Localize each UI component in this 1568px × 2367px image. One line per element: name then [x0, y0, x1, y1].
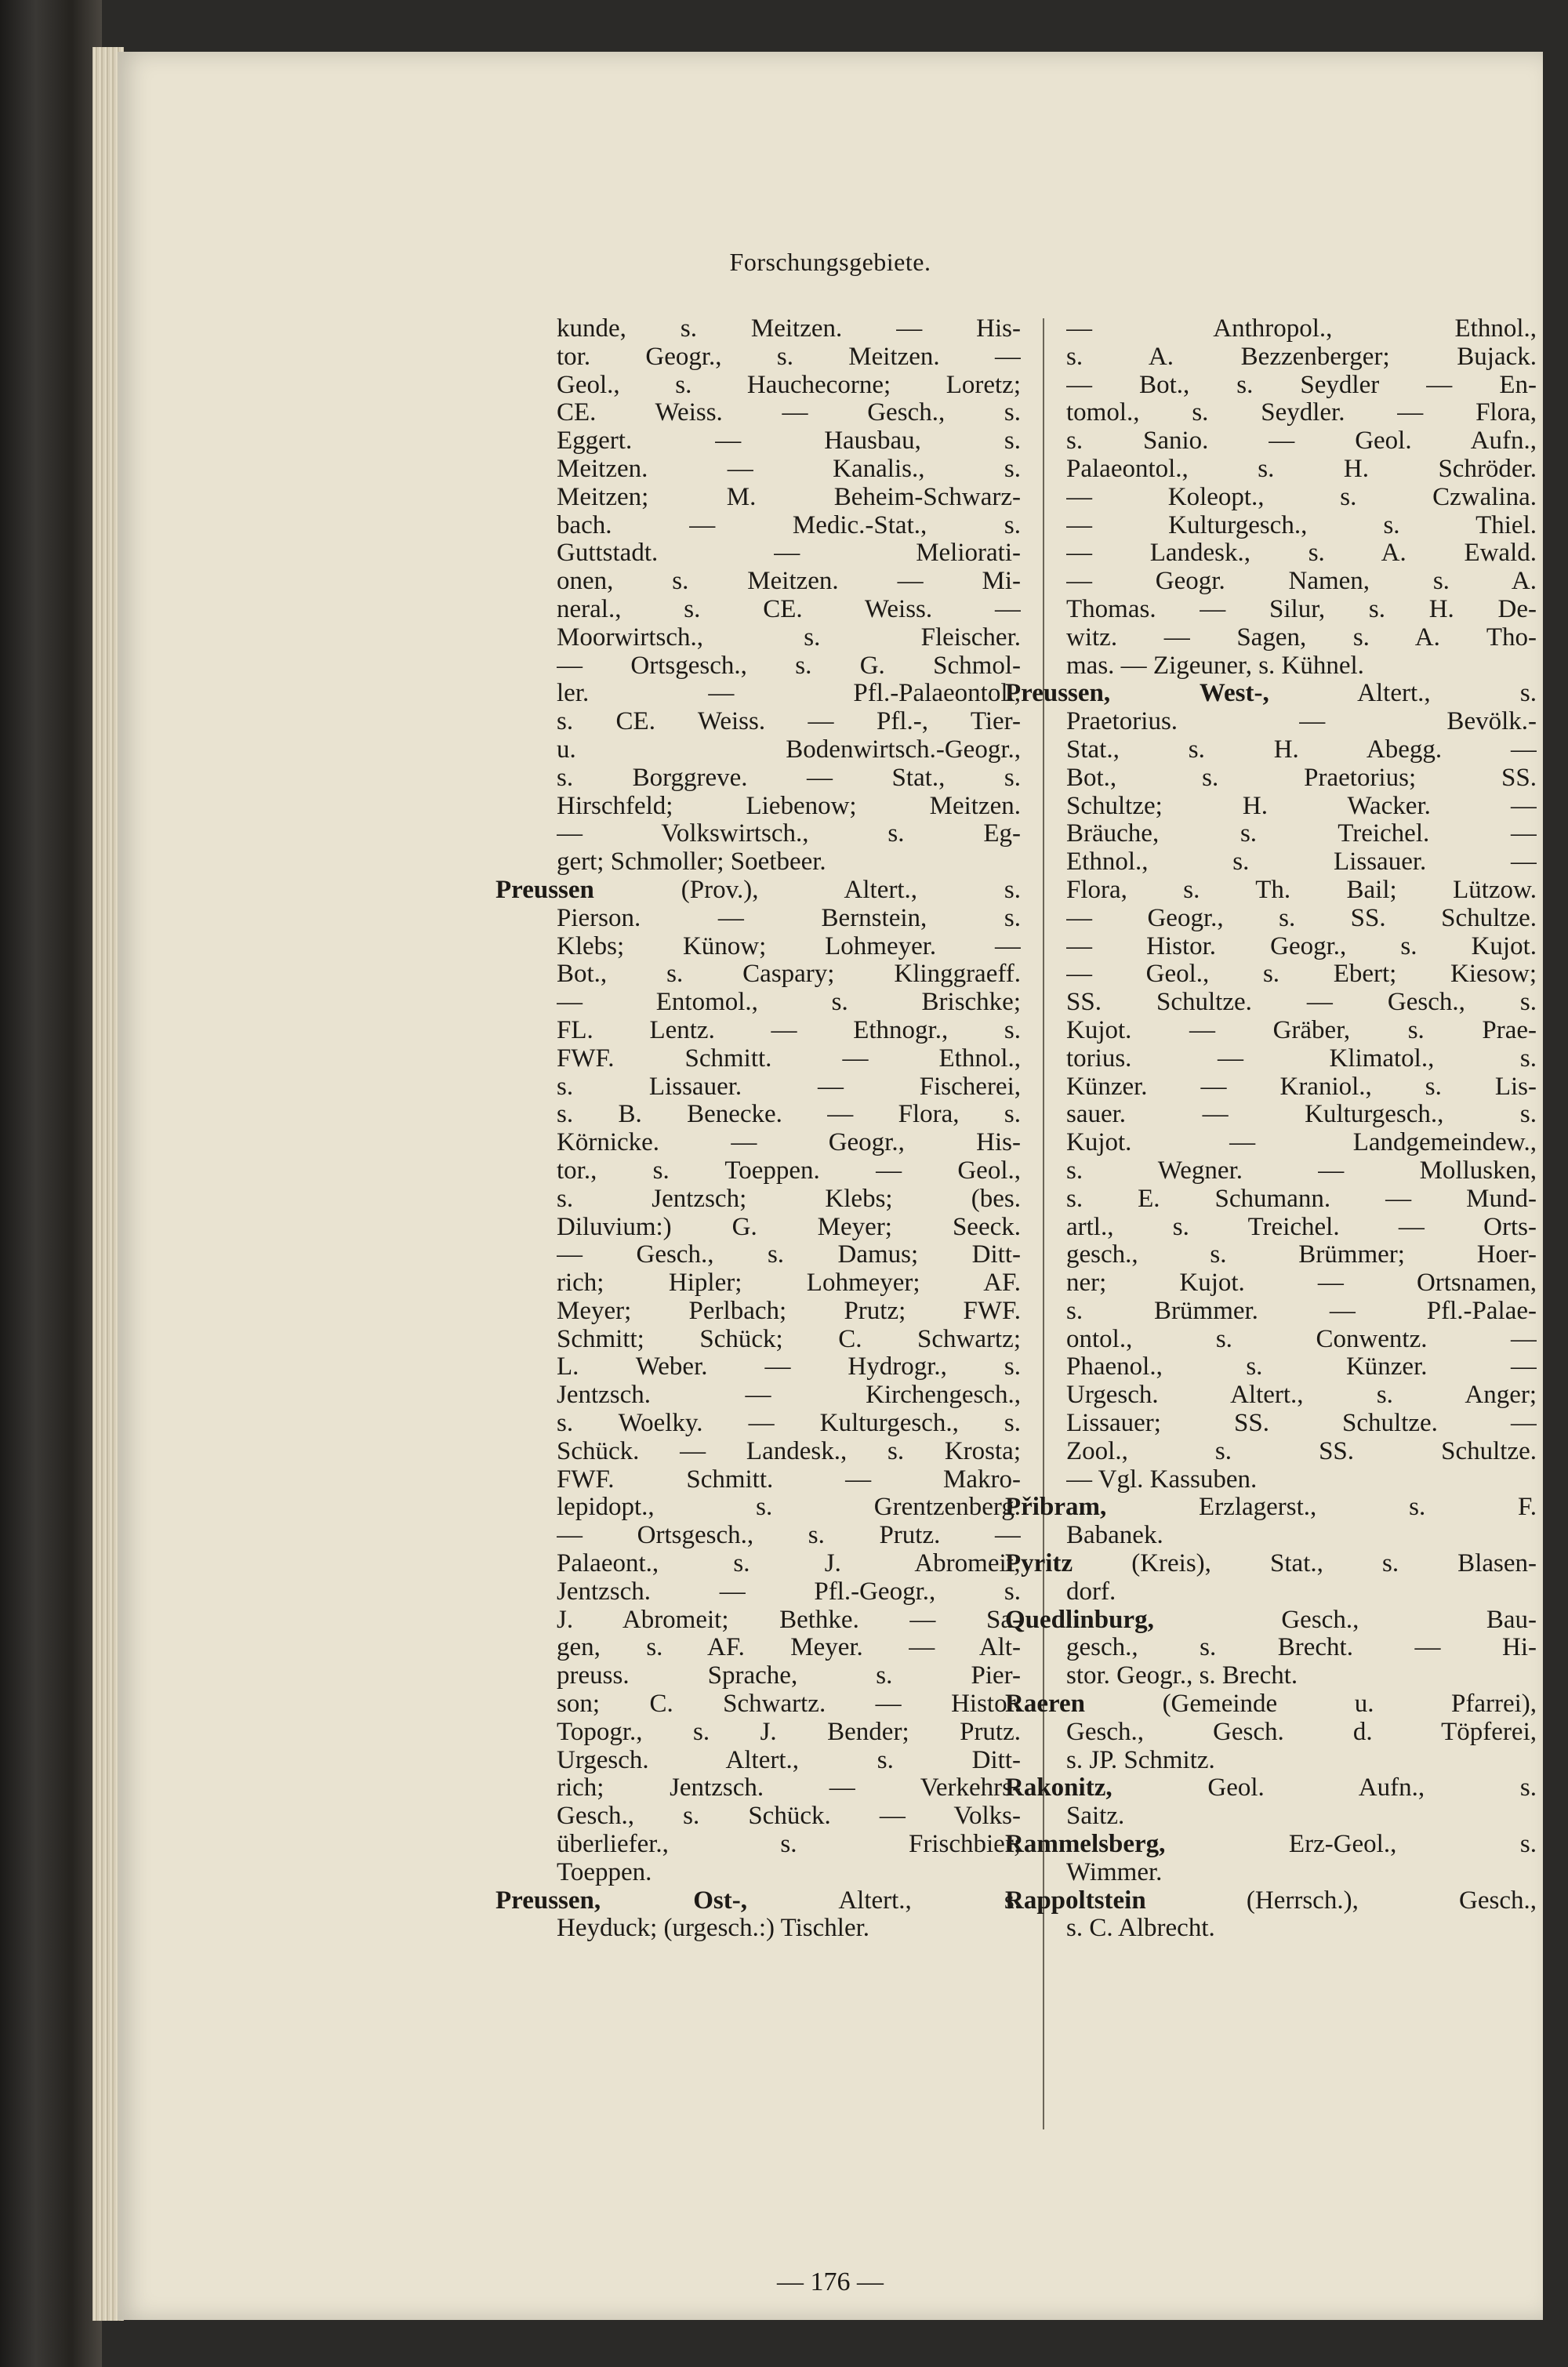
entry-text: Schück. — Landesk., s. Krosta;	[557, 1437, 1021, 1465]
index-line	[557, 680, 1021, 708]
entry-text: Meyer; Perlbach; Prutz; FWF.	[557, 1297, 1021, 1325]
index-entry-heading-line	[1005, 1887, 1537, 1915]
index-line	[1066, 1101, 1537, 1129]
entry-text: torius. — Klimatol., s.	[1066, 1044, 1537, 1073]
index-line	[557, 1353, 1021, 1381]
entry-text: (Prov.), Altert., s.	[593, 876, 1021, 904]
entry-text: gesch., s. Brümmer; Hoer-	[1066, 1241, 1537, 1269]
entry-headword: Pyritz	[1005, 1550, 1073, 1578]
entry-text: Pierson. — Bernstein, s.	[557, 904, 1021, 932]
index-line	[557, 1662, 1021, 1690]
entry-text: — Volkswirtsch., s. Eg-	[557, 820, 1021, 848]
index-line	[1066, 1214, 1537, 1242]
entry-text: Altert., s.	[1269, 680, 1537, 708]
entry-headword: Raeren	[1005, 1690, 1086, 1719]
entry-text: sauer. — Kulturgesch., s.	[1066, 1101, 1537, 1129]
entry-text: Erz-Geol., s.	[1165, 1831, 1537, 1859]
entry-text: L. Weber. — Hydrogr., s.	[557, 1353, 1021, 1381]
index-line	[557, 1269, 1021, 1298]
index-line	[557, 764, 1021, 793]
entry-text: tor., s. Toeppen. — Geol.,	[557, 1156, 1021, 1185]
entry-text: s. CE. Weiss. — Pfl.-, Tier-	[557, 708, 1021, 736]
index-line	[557, 1129, 1021, 1157]
entry-text: — Bot., s. Seydler — En-	[1066, 371, 1537, 399]
entry-text: s. Lissauer. — Fischerei,	[557, 1073, 1021, 1101]
entry-text: mas. — Zigeuner, s. Kühnel.	[1066, 652, 1364, 680]
entry-text: s. A. Bezzenberger; Bujack.	[1066, 343, 1537, 371]
entry-text: artl., s. Treichel. — Orts-	[1066, 1213, 1537, 1241]
entry-text: Wimmer.	[1066, 1858, 1163, 1886]
entry-text: (Herrsch.), Gesch.,	[1145, 1886, 1537, 1915]
entry-text: FWF. Schmitt. — Makro-	[557, 1465, 1021, 1494]
entry-text: Künzer. — Kraniol., s. Lis-	[1066, 1073, 1537, 1101]
index-line	[557, 456, 1021, 484]
entry-text: — Ortsgesch., s. Prutz. —	[557, 1522, 1021, 1550]
index-line	[557, 1017, 1021, 1045]
entry-text: Jentzsch. — Kirchengesch.,	[557, 1381, 1021, 1410]
index-line	[1066, 877, 1537, 905]
entry-text: Hirschfeld; Liebenow; Meitzen.	[557, 792, 1021, 820]
index-line	[1066, 989, 1537, 1017]
entry-text: witz. — Sagen, s. A. Tho-	[1066, 623, 1537, 652]
index-line	[557, 1719, 1021, 1747]
entry-text: s. Brümmer. — Pfl.-Palae-	[1066, 1297, 1537, 1325]
entry-text: Guttstadt. — Meliorati-	[557, 539, 1021, 568]
entry-headword: Preussen	[495, 876, 594, 904]
entry-text: Meitzen. — Kanalis., s.	[557, 455, 1021, 483]
entry-headword: Preussen, Ost-,	[495, 1886, 748, 1915]
entry-text: onen, s. Meitzen. — Mi-	[557, 568, 1021, 596]
entry-text: Kujot. — Gräber, s. Prae-	[1066, 1016, 1537, 1044]
index-line	[557, 989, 1021, 1017]
index-line	[557, 315, 1021, 343]
entry-text: CE. Weiss. — Gesch., s.	[557, 399, 1021, 427]
entry-text: — Koleopt., s. Czwalina.	[1066, 483, 1537, 511]
index-entry-heading-line	[1005, 1831, 1537, 1859]
entry-headword: Quedlinburg,	[1005, 1606, 1154, 1634]
index-line	[557, 905, 1021, 933]
entry-headword: Rammelsberg,	[1005, 1831, 1166, 1859]
index-line	[1066, 568, 1537, 596]
index-line	[1066, 1466, 1537, 1494]
entry-text: Ethnol., s. Lissauer. —	[1066, 848, 1537, 877]
index-line	[557, 1747, 1021, 1775]
right-column	[1005, 315, 1537, 1943]
index-line	[1066, 484, 1537, 512]
index-line	[557, 399, 1021, 427]
index-line	[1066, 1326, 1537, 1354]
index-line	[1066, 1634, 1537, 1662]
index-line	[1066, 372, 1537, 400]
entry-text: gesch., s. Brecht. — Hi-	[1066, 1634, 1537, 1662]
entry-text: Körnicke. — Geogr., His-	[557, 1129, 1021, 1157]
index-line	[557, 848, 1021, 877]
entry-text: Bräuche, s. Treichel. —	[1066, 820, 1537, 848]
index-line	[557, 960, 1021, 989]
entry-text: bach. — Medic.-Stat., s.	[557, 511, 1021, 539]
index-line	[1066, 399, 1537, 427]
index-line	[557, 736, 1021, 764]
entry-text: Praetorius. — Bevölk.-	[1066, 708, 1537, 736]
entry-text: Stat., s. H. Abegg. —	[1066, 735, 1537, 764]
index-line	[557, 1466, 1021, 1494]
entry-text: Zool., s. SS. Schultze.	[1066, 1437, 1537, 1465]
entry-text: — Kulturgesch., s. Thiel.	[1066, 511, 1537, 539]
book-binding	[0, 0, 102, 2367]
index-line	[1066, 1017, 1537, 1045]
index-line	[557, 1522, 1021, 1550]
entry-text: J. Abromeit; Bethke. — Sa-	[557, 1606, 1021, 1634]
index-entry-heading-line	[1005, 1494, 1537, 1522]
entry-text: Meitzen; M. Beheim-Schwarz-	[557, 483, 1021, 511]
entry-text: Erzlagerst., s. F.	[1106, 1494, 1537, 1522]
entry-text: FL. Lentz. — Ethnogr., s.	[557, 1016, 1021, 1044]
index-line	[1066, 1045, 1537, 1073]
index-line	[557, 1381, 1021, 1410]
entry-text: stor. Geogr., s. Brecht.	[1066, 1662, 1298, 1690]
index-line	[557, 1438, 1021, 1466]
index-line	[557, 1634, 1021, 1662]
entry-text: Moorwirtsch., s. Fleischer.	[557, 623, 1021, 652]
book-page	[118, 52, 1543, 2320]
entry-text: FWF. Schmitt. — Ethnol.,	[557, 1044, 1021, 1073]
index-line	[557, 1241, 1021, 1269]
index-line	[557, 1578, 1021, 1606]
entry-text: dorf.	[1066, 1577, 1116, 1606]
entry-text: s. JP. Schmitz.	[1066, 1746, 1215, 1774]
index-line	[557, 512, 1021, 540]
index-line	[1066, 848, 1537, 877]
index-line	[1066, 1522, 1537, 1550]
entry-text: tomol., s. Seydler. — Flora,	[1066, 399, 1537, 427]
entry-text: s. Borggreve. — Stat., s.	[557, 764, 1021, 792]
index-line	[1066, 1859, 1537, 1887]
entry-text: — Geogr., s. SS. Schultze.	[1066, 904, 1537, 932]
entry-text: Jentzsch. — Pfl.-Geogr., s.	[557, 1577, 1021, 1606]
entry-text: Gesch., Gesch. d. Töpferei,	[1066, 1718, 1537, 1746]
index-line	[557, 1494, 1021, 1522]
entry-text: Thomas. — Silur, s. H. De-	[1066, 595, 1537, 623]
index-line	[1066, 512, 1537, 540]
index-line	[557, 484, 1021, 512]
index-line	[1066, 1298, 1537, 1326]
index-line	[557, 1550, 1021, 1578]
index-line	[557, 1859, 1021, 1887]
left-column	[495, 315, 1021, 1943]
entry-text: — Anthropol., Ethnol.,	[1066, 315, 1537, 343]
index-line	[1066, 427, 1537, 456]
index-entry-heading-line	[1005, 1774, 1537, 1802]
index-line	[1066, 1438, 1537, 1466]
entry-text: tor. Geogr., s. Meitzen. —	[557, 343, 1021, 371]
entry-text: Schmitt; Schück; C. Schwartz;	[557, 1325, 1021, 1353]
index-line	[1066, 960, 1537, 989]
entry-text: Saitz.	[1066, 1802, 1125, 1831]
index-line	[557, 1157, 1021, 1185]
index-line	[557, 1606, 1021, 1635]
page-number: — 176 —	[777, 2267, 884, 2296]
index-entry-heading-line	[1005, 680, 1537, 708]
entry-text: — Vgl. Kassuben.	[1066, 1465, 1258, 1494]
entry-text: — Landesk., s. A. Ewald.	[1066, 539, 1537, 568]
index-line	[557, 427, 1021, 456]
entry-headword: Přibram,	[1005, 1494, 1107, 1522]
index-line	[1066, 456, 1537, 484]
entry-text: s. Woelky. — Kulturgesch., s.	[557, 1410, 1021, 1438]
index-line	[557, 1915, 1021, 1943]
index-line	[1066, 933, 1537, 961]
entry-text: Kujot. — Landgemeindew.,	[1066, 1129, 1537, 1157]
index-line	[557, 1802, 1021, 1831]
index-line	[1066, 793, 1537, 821]
entry-text: Klebs; Künow; Lohmeyer. —	[557, 932, 1021, 960]
entry-text: — Gesch., s. Damus; Ditt-	[557, 1241, 1021, 1269]
index-line	[1066, 1719, 1537, 1747]
entry-text: ontol., s. Conwentz. —	[1066, 1325, 1537, 1353]
entry-text: rich; Hipler; Lohmeyer; AF.	[557, 1269, 1021, 1298]
entry-text: (Gemeinde u. Pfarrei),	[1085, 1690, 1537, 1719]
entry-text: überliefer., s. Frischbier;	[557, 1831, 1021, 1859]
index-line	[557, 652, 1021, 681]
entry-text: rich; Jentzsch. — Verkehrs-	[557, 1774, 1021, 1802]
entry-text: Urgesch. Altert., s. Ditt-	[557, 1746, 1021, 1774]
index-line	[557, 708, 1021, 736]
entry-text: Geol. Aufn., s.	[1112, 1774, 1537, 1802]
index-line	[1066, 708, 1537, 736]
entry-text: son; C. Schwartz. — Histor.	[557, 1690, 1021, 1719]
index-line	[1066, 1915, 1537, 1943]
index-entry-heading-line	[1005, 1690, 1537, 1719]
entry-text: Bot., s. Praetorius; SS.	[1066, 764, 1537, 792]
index-line	[557, 1410, 1021, 1438]
entry-text: kunde, s. Meitzen. — His-	[557, 315, 1021, 343]
entry-text: Heyduck; (urgesch.:) Tischler.	[557, 1915, 870, 1943]
index-line	[1066, 1353, 1537, 1381]
entry-text: Flora, s. Th. Bail; Lützow.	[1066, 876, 1537, 904]
entry-text: Lissauer; SS. Schultze. —	[1066, 1410, 1537, 1438]
index-line	[1066, 1578, 1537, 1606]
entry-text: s. E. Schumann. — Mund-	[1066, 1185, 1537, 1213]
index-entry-heading-line	[495, 1887, 1021, 1915]
index-line	[557, 933, 1021, 961]
entry-text: u. Bodenwirtsch.-Geogr.,	[557, 735, 1021, 764]
index-line	[1066, 1662, 1537, 1690]
index-line	[1066, 596, 1537, 624]
entry-text: gert; Schmoller; Soetbeer.	[557, 848, 826, 877]
entry-text: — Histor. Geogr., s. Kujot.	[1066, 932, 1537, 960]
entry-text: ner; Kujot. — Ortsnamen,	[1066, 1269, 1537, 1298]
entry-text: neral., s. CE. Weiss. —	[557, 595, 1021, 623]
index-line	[1066, 1747, 1537, 1775]
index-line	[1066, 820, 1537, 848]
index-line	[1066, 1802, 1537, 1831]
index-line	[557, 539, 1021, 568]
entry-text: gen, s. AF. Meyer. — Alt-	[557, 1634, 1021, 1662]
entry-text: s. C. Albrecht.	[1066, 1915, 1215, 1943]
entry-headword: Rappoltstein	[1005, 1886, 1146, 1915]
index-line	[557, 596, 1021, 624]
index-line	[1066, 905, 1537, 933]
index-line	[557, 1185, 1021, 1214]
index-line	[1066, 1129, 1537, 1157]
entry-text: — Geogr. Namen, s. A.	[1066, 568, 1537, 596]
index-line	[1066, 1381, 1537, 1410]
index-line	[1066, 1410, 1537, 1438]
index-entry-heading-line	[1005, 1550, 1537, 1578]
entry-text: s. Wegner. — Mollusken,	[1066, 1156, 1537, 1185]
index-line	[1066, 764, 1537, 793]
entry-text: preuss. Sprache, s. Pier-	[557, 1662, 1021, 1690]
index-line	[557, 343, 1021, 372]
entry-text: Topogr., s. J. Bender; Prutz.	[557, 1718, 1021, 1746]
index-line	[1066, 1185, 1537, 1214]
entry-text: Altert., s.	[747, 1886, 1021, 1915]
index-line	[1066, 343, 1537, 372]
entry-text: Diluvium:) G. Meyer; Seeck.	[557, 1213, 1021, 1241]
index-line	[557, 1101, 1021, 1129]
entry-text: s. Jentzsch; Klebs; (bes.	[557, 1185, 1021, 1213]
entry-headword: Rakonitz,	[1005, 1774, 1112, 1802]
entry-text: Palaeont., s. J. Abromeit;	[557, 1550, 1021, 1578]
index-line	[557, 1831, 1021, 1859]
entry-text: Toeppen.	[557, 1858, 652, 1886]
entry-text: Bot., s. Caspary; Klinggraeff.	[557, 960, 1021, 989]
index-line	[557, 568, 1021, 596]
index-line	[557, 1774, 1021, 1802]
index-line	[1066, 1157, 1537, 1185]
index-line	[557, 793, 1021, 821]
entry-text: s. B. Benecke. — Flora, s.	[557, 1101, 1021, 1129]
index-line	[557, 1214, 1021, 1242]
entry-text: Schultze; H. Wacker. —	[1066, 792, 1537, 820]
index-entry-heading-line	[1005, 1606, 1537, 1635]
index-line	[1066, 1269, 1537, 1298]
entry-text: — Entomol., s. Brischke;	[557, 989, 1021, 1017]
index-line	[557, 1690, 1021, 1719]
entry-text: — Geol., s. Ebert; Kiesow;	[1066, 960, 1537, 989]
index-line	[557, 624, 1021, 652]
entry-text: Urgesch. Altert., s. Anger;	[1066, 1381, 1537, 1410]
index-line	[1066, 1241, 1537, 1269]
index-line	[557, 1298, 1021, 1326]
entry-text: ler. — Pfl.-Palaeontol.,	[557, 680, 1021, 708]
index-line	[557, 1326, 1021, 1354]
entry-text: Geol., s. Hauchecorne; Loretz;	[557, 371, 1021, 399]
index-line	[1066, 624, 1537, 652]
entry-text: Gesch., Bau-	[1153, 1606, 1537, 1634]
entry-text: SS. Schultze. — Gesch., s.	[1066, 989, 1537, 1017]
index-line	[557, 372, 1021, 400]
index-line	[1066, 539, 1537, 568]
running-head: Forschungsgebiete.	[729, 248, 931, 276]
entry-text: Babanek.	[1066, 1522, 1163, 1550]
entry-text: Phaenol., s. Künzer. —	[1066, 1353, 1537, 1381]
index-line	[557, 1073, 1021, 1102]
entry-text: (Kreis), Stat., s. Blasen-	[1073, 1550, 1537, 1578]
entry-text: Palaeontol., s. H. Schröder.	[1066, 455, 1537, 483]
index-entry-heading-line	[495, 877, 1021, 905]
entry-text: lepidopt., s. Grentzenberg.	[557, 1494, 1021, 1522]
index-line	[1066, 736, 1537, 764]
entry-text: Gesch., s. Schück. — Volks-	[557, 1802, 1021, 1831]
index-line	[557, 820, 1021, 848]
index-line	[1066, 315, 1537, 343]
index-line	[1066, 1073, 1537, 1102]
entry-text: Eggert. — Hausbau, s.	[557, 427, 1021, 456]
index-line	[557, 1045, 1021, 1073]
entry-text: s. Sanio. — Geol. Aufn.,	[1066, 427, 1537, 456]
entry-headword: Preussen, West-,	[1005, 680, 1269, 708]
index-line	[1066, 652, 1537, 681]
entry-text: — Ortsgesch., s. G. Schmol-	[557, 652, 1021, 680]
